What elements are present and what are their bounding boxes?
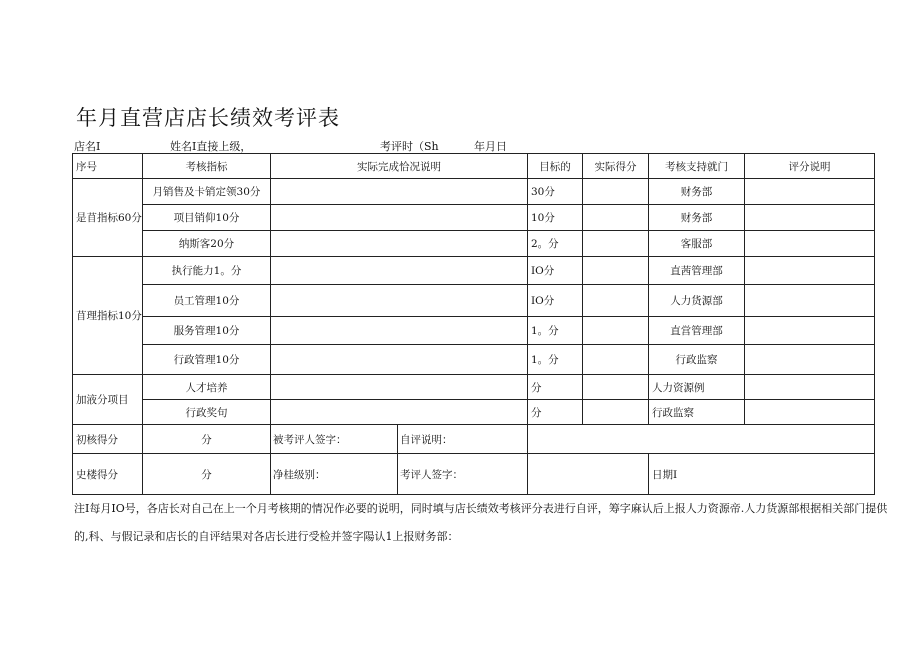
header-cell: 实际完成恰况说明 — [271, 154, 528, 179]
header-cell: 实际得分 — [583, 154, 649, 179]
table-row — [73, 400, 875, 425]
dept-cell: 行政监察 — [649, 345, 745, 375]
dept-cell: 财务部 — [649, 205, 745, 231]
score-cell[interactable] — [583, 285, 649, 317]
comment-cell[interactable] — [745, 345, 875, 375]
initial-score-value[interactable]: 分 — [143, 425, 271, 454]
level-sign-split — [271, 454, 528, 495]
employee-name-label: 姓名I直接上级， — [170, 140, 252, 153]
evaluatee-sign-label: 被考评人签字： — [273, 433, 347, 446]
table-row — [73, 317, 875, 345]
table-row — [73, 179, 875, 205]
header-cell: 序号 — [73, 154, 143, 179]
score-cell[interactable] — [583, 317, 649, 345]
comment-cell[interactable] — [745, 257, 875, 285]
score-cell[interactable] — [583, 231, 649, 257]
group-label: 加液分项目 — [73, 375, 143, 425]
final-score-row — [73, 454, 875, 495]
actual-desc-cell[interactable] — [271, 400, 528, 425]
actual-desc-cell[interactable] — [271, 285, 528, 317]
score-cell[interactable] — [583, 205, 649, 231]
evaluation-table — [72, 153, 875, 495]
dept-cell: 直茜管理部 — [649, 257, 745, 285]
indicator-cell: 行政管理10分 — [143, 345, 271, 375]
table-row — [73, 345, 875, 375]
final-score-label: 史楼得分 — [73, 454, 143, 495]
header-cell: 考核指标 — [143, 154, 271, 179]
target-cell: 1。分 — [528, 345, 583, 375]
header-row — [73, 154, 875, 179]
table-row — [73, 205, 875, 231]
target-cell: 30分 — [528, 179, 583, 205]
score-cell[interactable] — [583, 179, 649, 205]
group-label: 是苜指标60分 — [73, 179, 143, 257]
table-row — [73, 285, 875, 317]
performance-level-label: 净桂级别： — [273, 468, 326, 481]
score-cell[interactable] — [583, 257, 649, 285]
actual-desc-cell[interactable] — [271, 231, 528, 257]
indicator-cell: 服务管理10分 — [143, 317, 271, 345]
self-comment-field[interactable] — [528, 425, 875, 454]
indicator-cell: 行政奖句 — [143, 400, 271, 425]
actual-desc-cell[interactable] — [271, 375, 528, 400]
evaluator-sign-label: 考评人签字： — [400, 468, 463, 481]
actual-desc-cell[interactable] — [271, 345, 528, 375]
target-cell: 2。分 — [528, 231, 583, 257]
score-cell[interactable] — [583, 345, 649, 375]
page-title: 年月直营店店长绩效考评表 — [76, 106, 340, 130]
comment-cell[interactable] — [745, 179, 875, 205]
indicator-cell: 项目销仰10分 — [143, 205, 271, 231]
indicator-cell: 执行能力1。分 — [143, 257, 271, 285]
target-cell: 分 — [528, 375, 583, 400]
score-cell[interactable] — [583, 400, 649, 425]
indicator-cell: 月销售及卡销定领30分 — [143, 179, 271, 205]
dept-cell: 行政监察 — [649, 400, 745, 425]
dept-cell: 直営管理部 — [649, 317, 745, 345]
header-cell: 目标的 — [528, 154, 583, 179]
comment-cell[interactable] — [745, 400, 875, 425]
date-label: 年月日 — [474, 140, 507, 153]
comment-cell[interactable] — [745, 317, 875, 345]
table-row — [73, 231, 875, 257]
dept-cell: 人力资源例 — [649, 375, 745, 400]
header-cell: 考核支持就门 — [649, 154, 745, 179]
actual-desc-cell[interactable] — [271, 179, 528, 205]
target-cell: 1。分 — [528, 317, 583, 345]
target-cell: 分 — [528, 400, 583, 425]
final-score-value[interactable]: 分 — [143, 454, 271, 495]
comment-cell[interactable] — [745, 375, 875, 400]
target-cell: 10分 — [528, 205, 583, 231]
actual-desc-cell[interactable] — [271, 205, 528, 231]
group-label: 苜理指标10分 — [73, 257, 143, 375]
initial-score-label: 初核得分 — [73, 425, 143, 454]
comment-cell[interactable] — [745, 285, 875, 317]
indicator-cell: 员工管理10分 — [143, 285, 271, 317]
dept-cell: 客服部 — [649, 231, 745, 257]
comment-cell[interactable] — [745, 231, 875, 257]
comment-cell[interactable] — [745, 205, 875, 231]
evaluation-time-label: 考评时（Sh — [380, 140, 439, 153]
target-cell: IO分 — [528, 257, 583, 285]
dept-cell: 人力货源部 — [649, 285, 745, 317]
note-line-2: 的,科、与假记录和店长的自评结果对各店长进行受检并签字陽认1上报财务部： — [74, 530, 459, 543]
self-comment-label: 自评说明： — [400, 433, 453, 446]
footer-date-label: 日期I — [649, 454, 875, 495]
initial-score-row — [73, 425, 875, 454]
target-cell: IO分 — [528, 285, 583, 317]
header-cell: 评分说明 — [745, 154, 875, 179]
actual-desc-cell[interactable] — [271, 317, 528, 345]
table-row — [73, 257, 875, 285]
dept-cell: 财务部 — [649, 179, 745, 205]
store-name-label: 店名I — [74, 140, 101, 153]
indicator-cell: 人才培养 — [143, 375, 271, 400]
table-row — [73, 375, 875, 400]
indicator-cell: 纳斯客20分 — [143, 231, 271, 257]
evaluatee-sign-split — [271, 425, 528, 454]
actual-desc-cell[interactable] — [271, 257, 528, 285]
note-line-1: 注I每月IO号，各店长对自己在上一个月考核期的情况作必要的说明，同时填与店长绩效考核评分表进行自评，筹字麻认后上报人力资源帝.人力货源部根据相关部门提供 — [74, 502, 888, 515]
score-cell[interactable] — [583, 375, 649, 400]
evaluator-sign-field[interactable] — [528, 454, 649, 495]
